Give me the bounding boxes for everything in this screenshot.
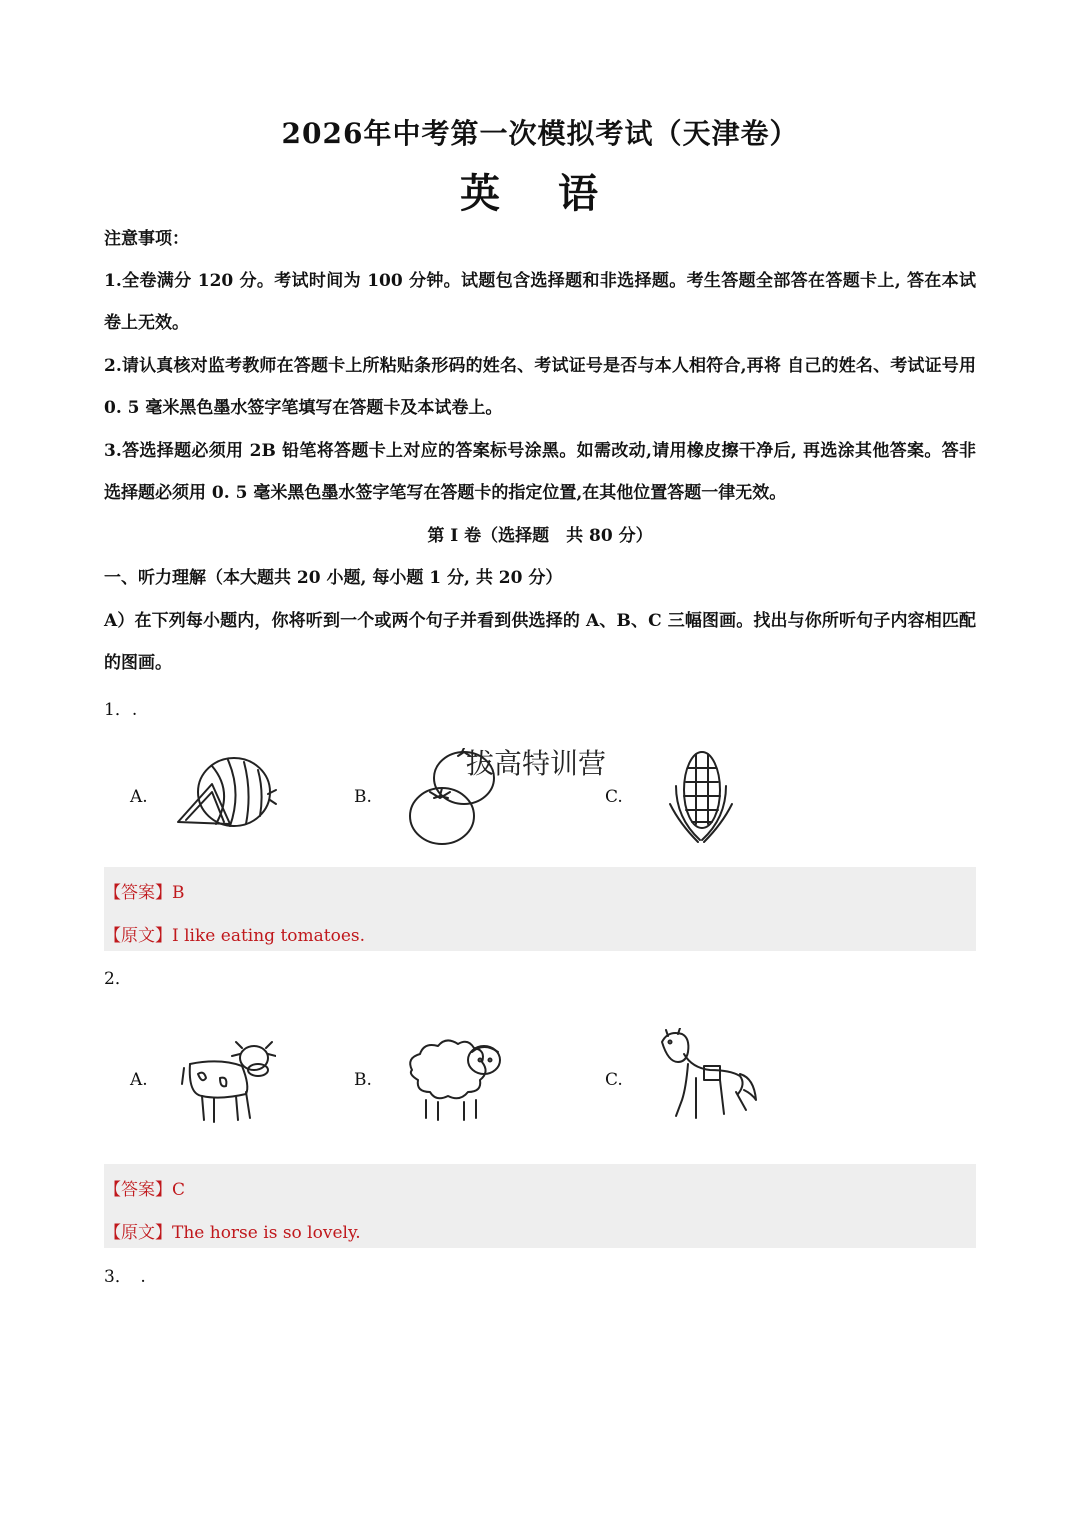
note-item-2: 2.请认真核对监考教师在答题卡上所粘贴条形码的姓名、考试证号是否与本人相符合,再将 自己的姓名、考试证号用 0. 5 毫米黑色墨水签字笔填写在答题卡及本试卷上。 [104, 356, 976, 418]
corn-icon [662, 748, 740, 848]
answer-value: C [172, 1180, 186, 1200]
listening-instruction: A）在下列每小题内，你将听到一个或两个句子并看到供选择的 A、B、C 三幅图画。找出与你所听句子内容相匹配的图画。 [104, 611, 976, 673]
answer-line [104, 1175, 185, 1200]
option-label: A. [130, 787, 148, 807]
note-item-1: 1.全卷满分 120 分。考试时间为 100 分钟。试题包含选择题和非选择题。考生答题全部答在答题卡上, 答在本试卷上无效。 [104, 271, 976, 333]
note-item-3: 3.答选择题必须用 2B 铅笔将答题卡上对应的答案标号涂黑。如需改动,请用橡皮擦干净后, 再选涂其他答案。答非选择题必须用 0. 5 毫米黑色墨水签字笔写在答题卡的指定位置,在其他位置答题一律无效。 [104, 441, 976, 503]
answer-tag: 【答案】 [104, 1180, 172, 1200]
option-label: B. [354, 787, 372, 807]
option-label: B. [354, 1070, 372, 1090]
notes-heading: 注意事项： [104, 229, 189, 249]
part-title: 第 I 卷（选择题 共 80 分） [427, 526, 653, 546]
watermelon-icon [172, 752, 282, 836]
listening-title: 一、听力理解（本大题共 20 小题, 每小题 1 分, 共 20 分） [104, 568, 563, 588]
script-tag: 【原文】 [104, 1223, 172, 1243]
option-label: C. [605, 1070, 623, 1090]
watermark: 拔高特训营 [466, 747, 607, 780]
answer-line [104, 878, 185, 903]
script-tag: 【原文】 [104, 926, 172, 946]
exam-title: 2026年中考第一次模拟考试（天津卷） [281, 117, 799, 150]
answer-tag: 【答案】 [104, 883, 172, 903]
script-text: I like eating tomatoes. [172, 926, 366, 946]
sheep-icon [402, 1030, 512, 1126]
exam-subject: 英 语 [460, 170, 620, 217]
script-text: The horse is so lovely. [172, 1223, 361, 1243]
option-label: C. [605, 787, 623, 807]
cow-icon [180, 1034, 276, 1126]
option-label: A. [130, 1070, 148, 1090]
answer-value: B [172, 883, 185, 903]
question-number: 1．. [104, 700, 138, 720]
question-number: 2． [104, 969, 132, 989]
question-number: 3． . [104, 1267, 146, 1287]
script-line [104, 921, 365, 946]
horse-icon [652, 1028, 760, 1124]
script-line [104, 1218, 361, 1243]
